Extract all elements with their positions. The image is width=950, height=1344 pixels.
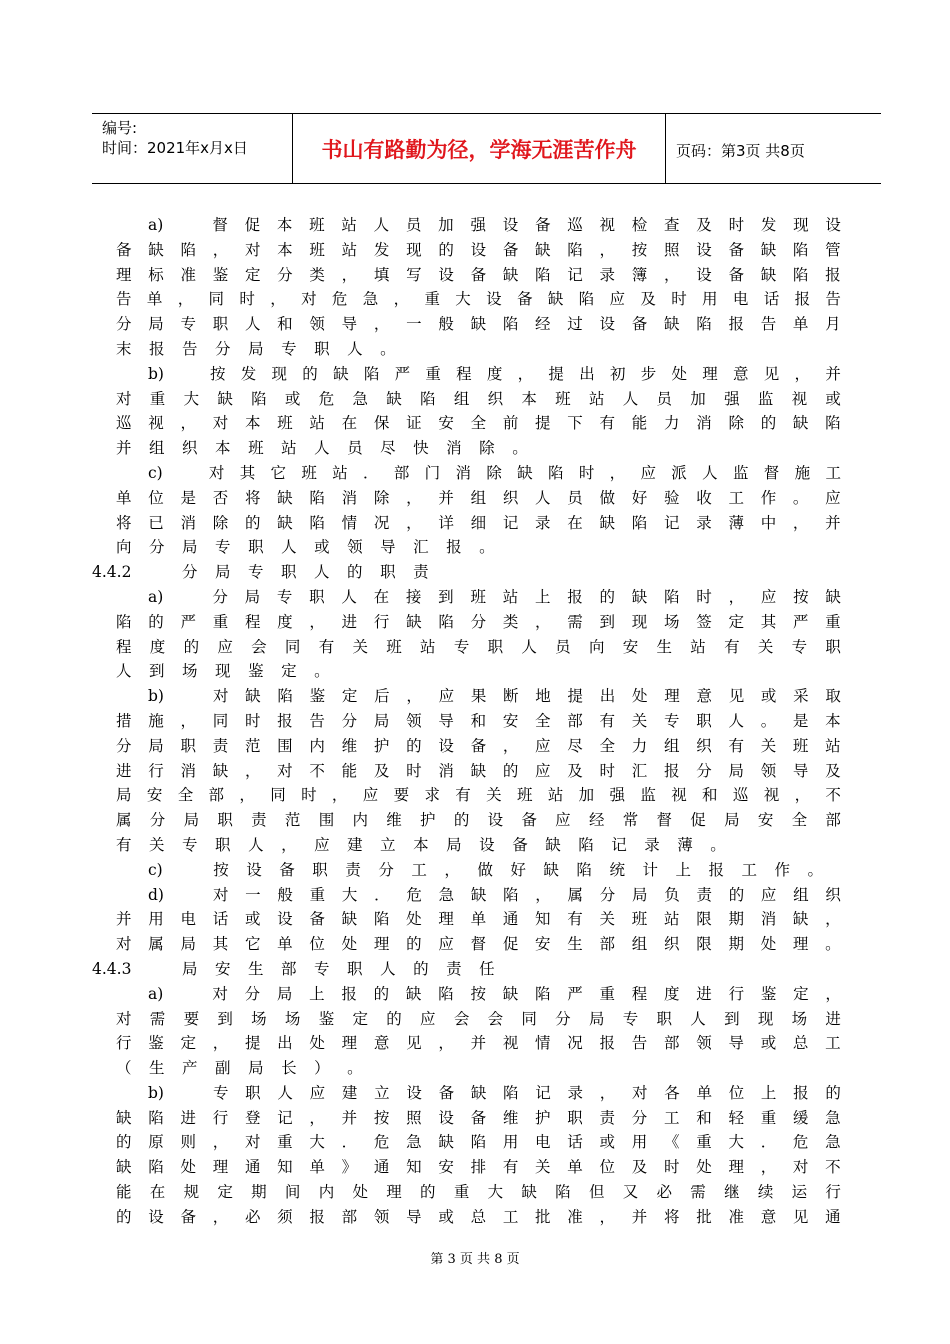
text-line: 缺 陷 处 理 通 知 单 》 通 知 安 排 有 关 单 位 及 时 处 理 ， 对 不: [116, 1158, 841, 1177]
text-line: 对 属 局 其 它 单 位 处 理 的 应 督 促 安 生 部 组 织 限 期 处 理 。: [116, 935, 841, 954]
text-line: 人 到 场 现 鉴 定 。: [116, 662, 330, 681]
document-body: [92, 213, 841, 1230]
header-page-number: 页码：第3页 共8页: [676, 142, 805, 160]
text-line: 属 分 局 职 责 范 围 内 维 护 的 设 备 应 经 常 督 促 局 安 全 部: [116, 811, 841, 830]
text-line: c) 对 其 它 班 站 ． 部 门 消 除 缺 陷 时 ， 应 派 人 监 督 施 工: [148, 463, 841, 482]
text-line: b) 专 职 人 应 建 立 设 备 缺 陷 记 录 ， 对 各 单 位 上 报 的: [148, 1083, 841, 1102]
text-line: a) 督 促 本 班 站 人 员 加 强 设 备 巡 视 检 查 及 时 发 现 设: [148, 216, 841, 234]
text-line: 分 局 专 职 人 和 领 导 ， 一 般 缺 陷 经 过 设 备 缺 陷 报 告 单 月: [116, 315, 841, 334]
header-meta: [102, 118, 248, 158]
text-line: 对 需 要 到 场 场 鉴 定 的 应 会 会 同 分 局 专 职 人 到 现 场 进: [116, 1009, 841, 1028]
text-line: 的 设 备 ， 必 须 报 部 领 导 或 总 工 批 准 ， 并 将 批 准 意 见 通: [116, 1207, 841, 1226]
text-line: 行 鉴 定 ， 提 出 处 理 意 见 ， 并 视 情 况 报 告 部 领 导 或 总 工: [116, 1034, 841, 1053]
text-line: 对 重 大 缺 陷 或 危 急 缺 陷 组 织 本 班 站 人 员 加 强 监 视 或: [116, 389, 841, 408]
text-line: 进 行 消 缺 ， 对 不 能 及 时 消 缺 的 应 及 时 汇 报 分 局 领 导 及: [116, 761, 841, 780]
text-line: 缺 陷 进 行 登 记 ， 并 按 照 设 备 维 护 职 责 分 工 和 轻 重 缓 急: [116, 1108, 841, 1127]
text-line: b) 按 发 现 的 缺 陷 严 重 程 度 ， 提 出 初 步 处 理 意 见 ， 并: [148, 364, 841, 383]
text-line: 4.4.2 分 局 专 职 人 的 职 责: [92, 563, 429, 582]
page-footer: 第 3 页 共 8 页: [430, 1252, 520, 1267]
text-line: b) 对 缺 陷 鉴 定 后 ， 应 果 断 地 提 出 处 理 意 见 或 采 取: [148, 687, 841, 706]
text-line: 告 单 ， 同 时 ， 对 危 急 ， 重 大 设 备 缺 陷 应 及 时 用 电 话 报 告: [116, 290, 841, 309]
text-line: c) 按 设 备 职 责 分 工 ， 做 好 缺 陷 统 计 上 报 工 作 。: [148, 860, 824, 879]
text-line: 理 标 准 鉴 定 分 类 ， 填 写 设 备 缺 陷 记 录 簿 ， 设 备 缺 陷 报: [116, 265, 841, 284]
text-line: 向 分 局 专 职 人 或 领 导 汇 报 。: [116, 538, 495, 557]
page-header: [92, 113, 881, 184]
text-line: a) 分 局 专 职 人 在 接 到 班 站 上 报 的 缺 陷 时 ， 应 按 缺: [148, 587, 841, 606]
text-line: 的 原 则 ， 对 重 大 ． 危 急 缺 陷 用 电 话 或 用 《 重 大 ． 危 急: [116, 1133, 841, 1152]
text-line: 措 施 ， 同 时 报 告 分 局 领 导 和 安 全 部 有 关 专 职 人 。 是 本: [116, 711, 841, 730]
text-line: 末 报 告 分 局 专 职 人 。: [116, 339, 396, 358]
text-line: 陷 的 严 重 程 度 ， 进 行 缺 陷 分 类 ， 需 到 现 场 签 定 其 严 重: [116, 612, 841, 631]
text-line: 并 组 织 本 班 站 人 员 尽 快 消 除 。: [116, 439, 528, 458]
document-date: 时间：2021年x月x日: [102, 139, 248, 157]
text-line: 将 已 消 除 的 缺 陷 情 况 ， 详 细 记 录 在 缺 陷 记 录 薄 中 ， 并: [116, 513, 841, 532]
text-line: 4.4.3 局 安 生 部 专 职 人 的 责 任: [92, 959, 495, 978]
text-line: 有 关 专 职 人 ， 应 建 立 本 局 设 备 缺 陷 记 录 薄 。: [116, 835, 726, 854]
text-line: 并 用 电 话 或 设 备 缺 陷 处 理 单 通 知 有 关 班 站 限 期 消 缺 ，: [116, 910, 841, 929]
text-line: 分 局 职 责 范 围 内 维 护 的 设 备 ， 应 尽 全 力 组 织 有 关 班 站: [116, 736, 841, 755]
text-line: d) 对 一 般 重 大 ． 危 急 缺 陷 ， 属 分 局 负 责 的 应 组 织: [148, 885, 841, 904]
text-line: 单 位 是 否 将 缺 陷 消 除 ， 并 组 织 人 员 做 好 验 收 工 作 。 应: [116, 488, 841, 507]
text-line: 巡 视 ， 对 本 班 站 在 保 证 安 全 前 提 下 有 能 力 消 除 的 缺 陷: [116, 414, 841, 433]
text-line: 备 缺 陷 ， 对 本 班 站 发 现 的 设 备 缺 陷 ， 按 照 设 备 缺 陷 管: [116, 240, 841, 259]
document-number-label: 编号:: [102, 119, 138, 137]
text-line: 程 度 的 应 会 同 有 关 班 站 专 职 人 员 向 安 生 站 有 关 专 职: [116, 637, 841, 656]
text-line: （ 生 产 副 局 长 ） 。: [116, 1059, 363, 1078]
header-motto: 书山有路勤为径，学海无涯苦作舟: [321, 137, 637, 162]
text-line: 局 安 全 部 ， 同 时 ， 应 要 求 有 关 班 站 加 强 监 视 和 巡 视 ， 不: [116, 786, 841, 805]
text-line: a) 对 分 局 上 报 的 缺 陷 按 缺 陷 严 重 程 度 进 行 鉴 定 ，: [148, 984, 841, 1003]
text-line: 能 在 规 定 期 间 内 处 理 的 重 大 缺 陷 但 又 必 需 继 续 运 行: [116, 1183, 841, 1202]
